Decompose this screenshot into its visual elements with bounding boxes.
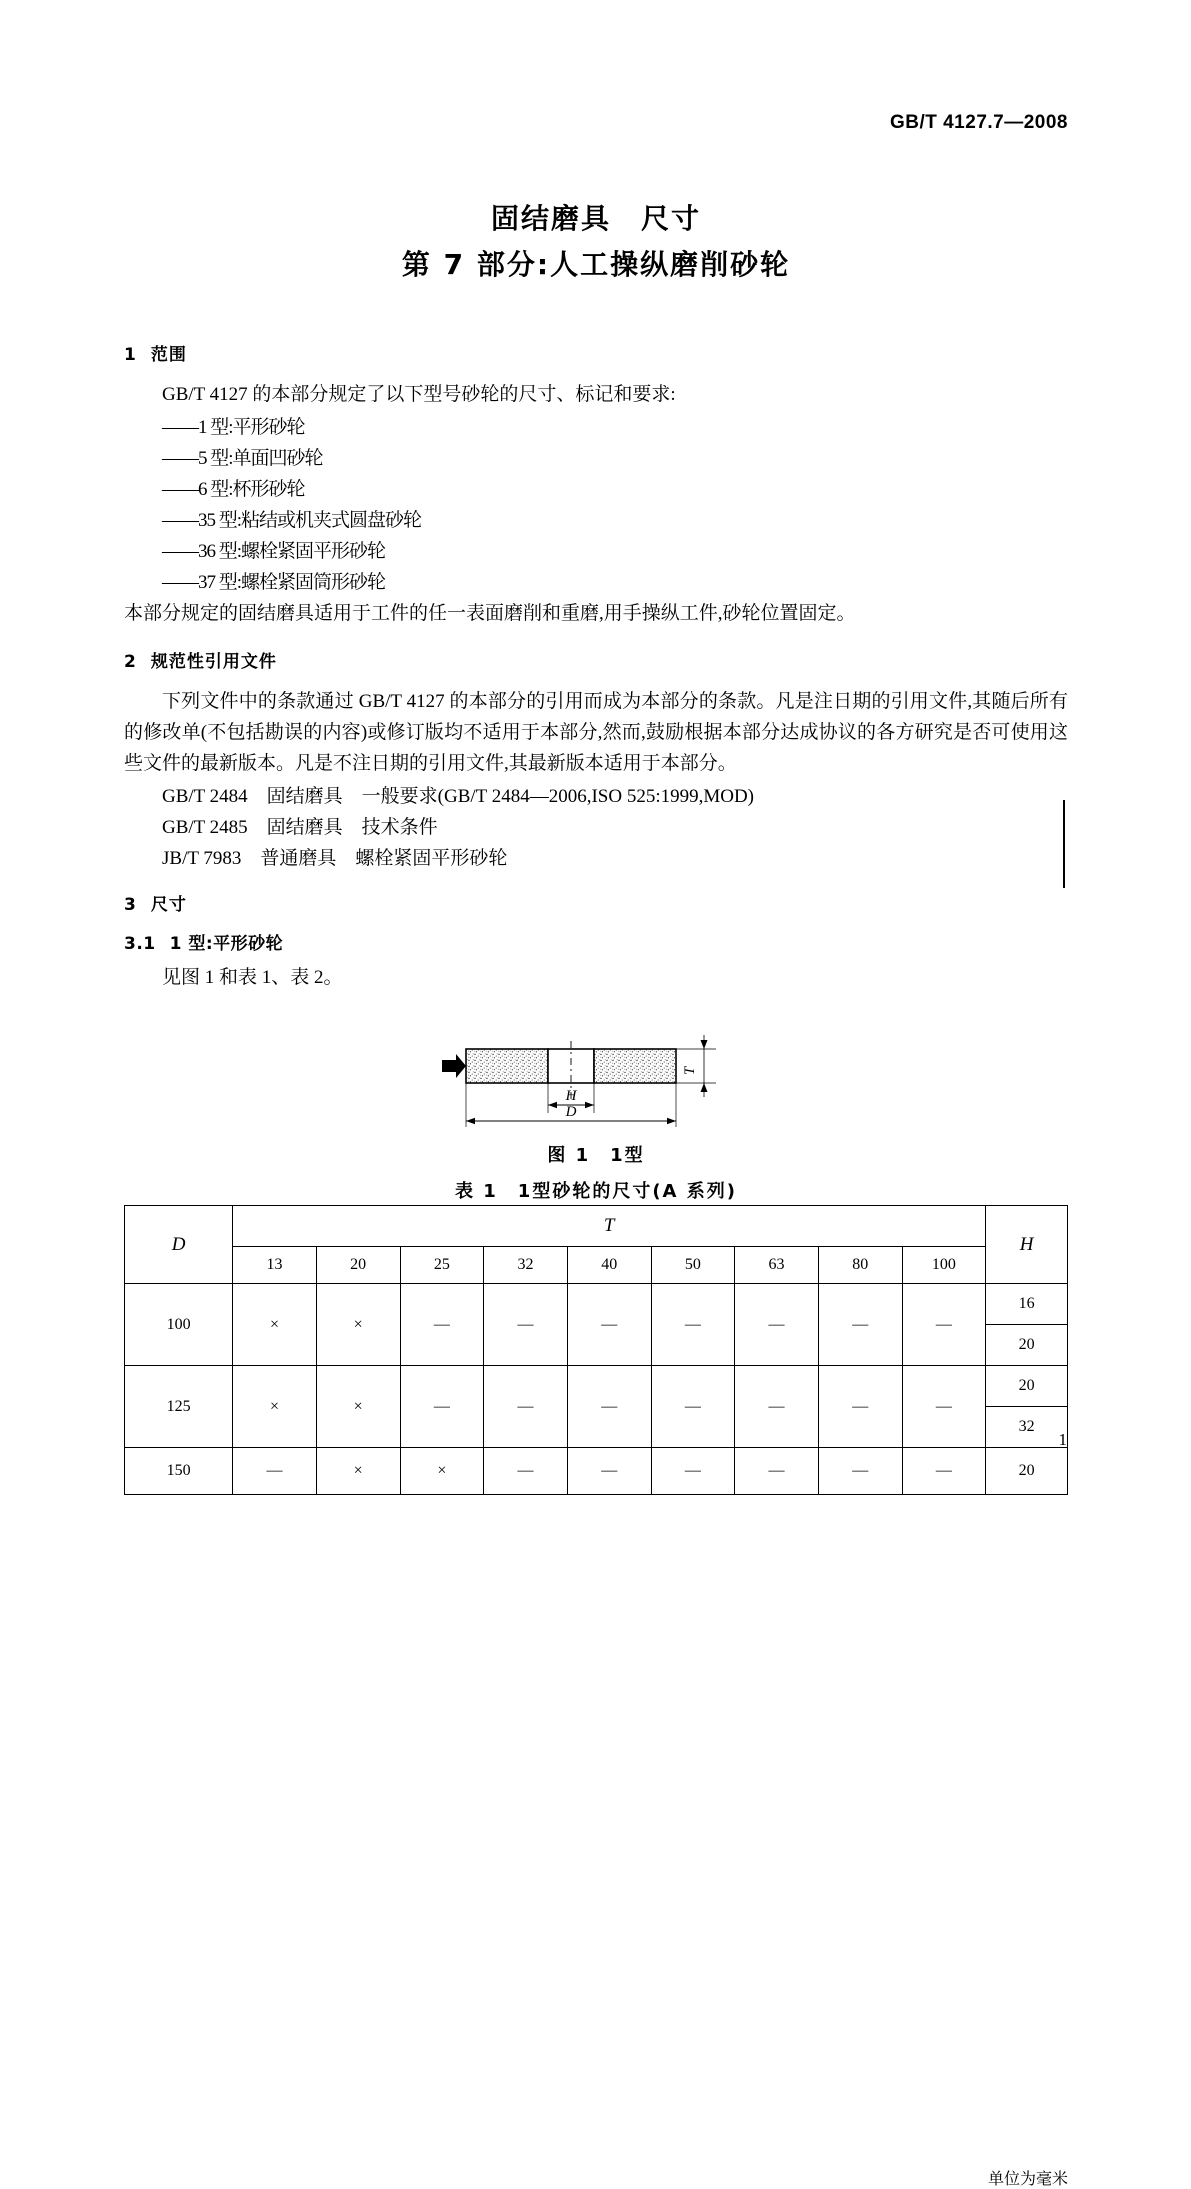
unit-note: 单位为毫米 [987,2169,1068,2188]
clause-2-title: 规范性引用文件 [150,652,277,672]
cell-mark: — [818,1366,902,1448]
clause-3-1-body: 见图 1 和表 1、表 2。 [162,967,343,988]
clause-2-heading [124,647,1068,672]
list-item: ——6 型:杯形砂轮 [162,479,305,500]
wheel-cross-section-drawing [426,1005,766,1130]
dimension-label-D: D [565,1104,577,1120]
cell-mark: — [651,1366,735,1448]
table-row [125,1284,1068,1325]
cell-mark: — [484,1448,568,1495]
cell-D: 125 [125,1366,233,1448]
document-body [124,340,1068,995]
cell-H: 20 [986,1448,1068,1495]
t-value-cell: 25 [400,1247,484,1284]
cell-mark: × [316,1448,400,1495]
cell-D: 150 [125,1448,233,1495]
cell-mark: × [233,1284,317,1366]
cell-H: 20 [986,1325,1068,1366]
t-value-cell: 100 [902,1247,986,1284]
document-title [124,196,1068,288]
clause-2-number: 2 [124,652,137,672]
cell-mark: — [902,1284,986,1366]
clause-2-body: 下列文件中的条款通过 GB/T 4127 的本部分的引用而成为本部分的条款。凡是注日期的引用文件,其随后所有的修改单(不包括勘误的内容)或修订版均不适用于本部分,然而,鼓励根据本部分达成协议的各方研究是否可使用这些文件的最新版本。凡是不注日期的引用文件,其最新版本适用于本部分。 [124,691,1068,774]
cell-mark: — [400,1284,484,1366]
grinding-direction-arrow [442,1054,466,1078]
cell-mark: — [484,1366,568,1448]
t-value-cell: 63 [735,1247,819,1284]
t-value-cell: 13 [233,1247,317,1284]
col-header-H: H [986,1206,1068,1284]
cell-mark: — [484,1284,568,1366]
cell-mark: × [316,1284,400,1366]
clause-1-number: 1 [124,345,137,365]
abrasive-body-left [466,1049,548,1083]
clause-3-heading [124,890,1068,915]
page-number: 1 [1058,1430,1067,1449]
title-line-1: 固结磨具 尺寸 [490,202,701,235]
cell-mark: — [902,1448,986,1495]
cell-mark: — [735,1448,819,1495]
clause-3-number: 3 [124,895,137,915]
cell-mark: — [902,1366,986,1448]
t-value-cell: 80 [818,1247,902,1284]
figure-caption: 图 1 1型 [547,1145,645,1166]
cell-mark: — [818,1448,902,1495]
cell-H: 20 [986,1366,1068,1407]
list-item: ——1 型:平形砂轮 [162,417,305,438]
clause-1-title: 范围 [150,345,187,365]
col-header-T: T [233,1206,986,1247]
table-caption: 表 1 1型砂轮的尺寸(A 系列) [455,1181,737,1202]
cell-mark: — [567,1284,651,1366]
clause-1-tail: 本部分规定的固结磨具适用于工件的任一表面磨削和重磨,用手操纵工件,砂轮位置固定。 [124,603,856,624]
table-row [125,1448,1068,1495]
table-subheader-row [125,1247,1068,1284]
t-value-cell: 40 [567,1247,651,1284]
dimension-label-H: H [565,1088,577,1104]
cell-mark: — [651,1284,735,1366]
clause-3-title: 尺寸 [150,895,187,915]
dimension-table-wrapper [124,1205,1068,1495]
normative-reference: GB/T 2485 固结磨具 技术条件 [162,817,438,838]
list-item: ——37 型:螺栓紧固筒形砂轮 [162,572,386,593]
abrasive-body-right [594,1049,676,1083]
cell-mark: — [567,1366,651,1448]
clause-1-heading [124,340,1068,365]
clause-3-1-number: 3.1 [124,934,156,954]
cell-mark: — [567,1448,651,1495]
cell-mark: — [735,1366,819,1448]
cell-mark: — [735,1284,819,1366]
clause-3-1-title: 1 型:平形砂轮 [169,934,284,954]
dimension-label-T: T [682,1066,698,1076]
cell-mark: — [400,1366,484,1448]
cell-mark: × [400,1448,484,1495]
normative-reference: JB/T 7983 普通磨具 螺栓紧固平形砂轮 [162,848,508,869]
table-header-row [125,1206,1068,1247]
normative-reference: GB/T 2484 固结磨具 一般要求(GB/T 2484—2006,ISO 525:1999,MOD) [162,786,755,807]
t-value-cell: 20 [316,1247,400,1284]
list-item: ——35 型:粘结或机夹式圆盘砂轮 [162,510,422,531]
cell-mark: — [651,1448,735,1495]
t-value-cell: 50 [651,1247,735,1284]
cell-mark: — [233,1448,317,1495]
col-header-D: D [125,1206,233,1284]
dimension-table [124,1205,1068,1495]
cell-D: 100 [125,1284,233,1366]
table-row [125,1366,1068,1407]
clause-1-lead: GB/T 4127 的本部分规定了以下型号砂轮的尺寸、标记和要求: [162,384,676,405]
clause-3-1-heading [124,929,1068,954]
running-header: GB/T 4127.7—2008 [889,112,1068,133]
cell-mark: × [316,1366,400,1448]
cell-mark: × [233,1366,317,1448]
cell-H: 16 [986,1284,1068,1325]
cell-H: 32 [986,1407,1068,1448]
cell-mark: — [818,1284,902,1366]
t-value-cell: 32 [484,1247,568,1284]
revision-change-bar [1063,800,1065,888]
list-item: ——36 型:螺栓紧固平形砂轮 [162,541,386,562]
title-line-2: 第 7 部分:人工操纵磨削砂轮 [401,248,791,281]
list-item: ——5 型:单面凹砂轮 [162,448,323,469]
